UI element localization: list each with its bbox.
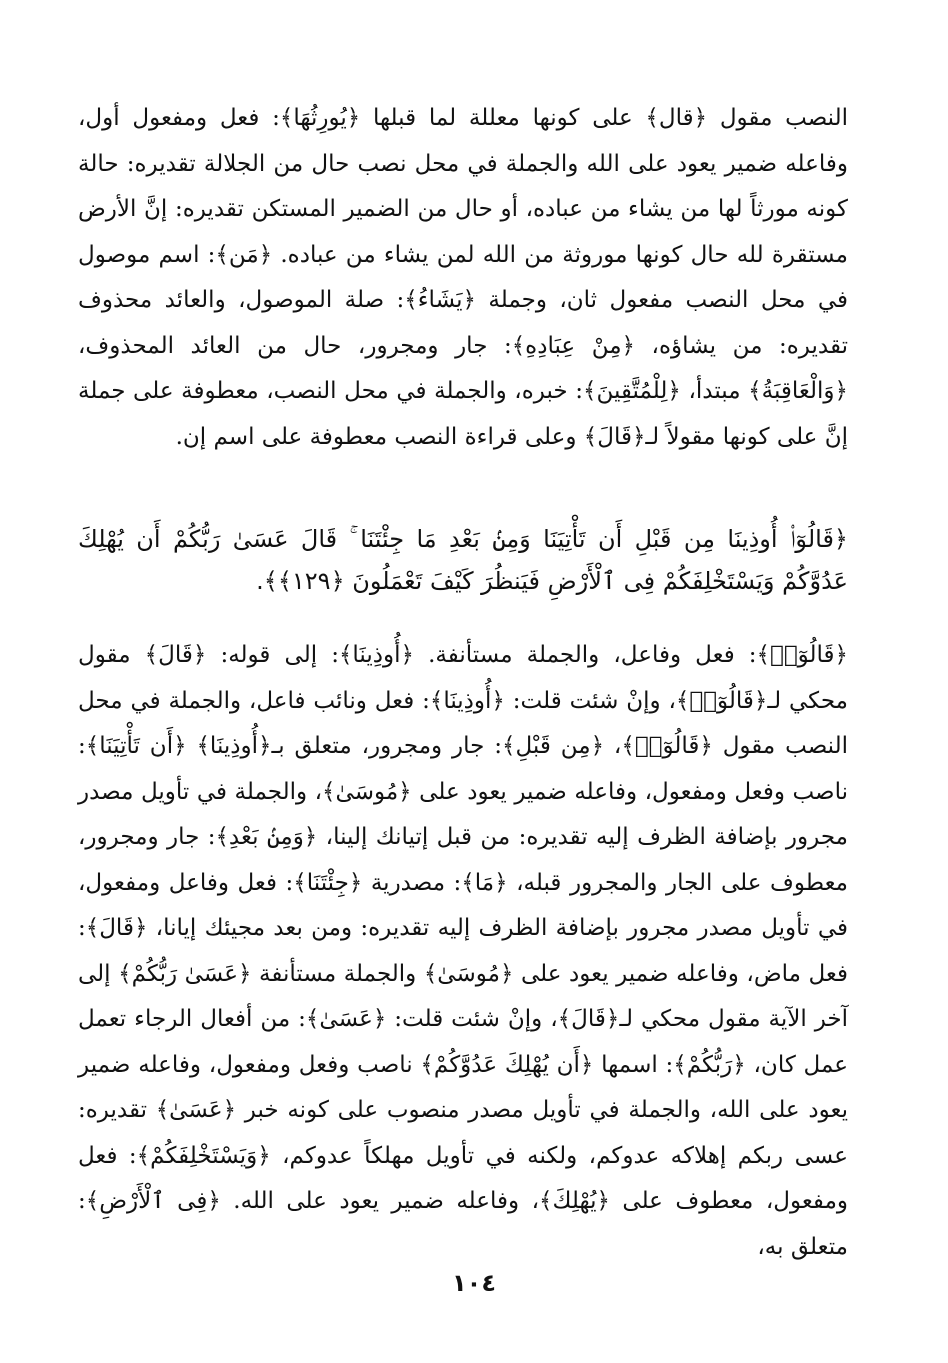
paragraph-2: ﴿قَالُوٓا۟﴾: فعل وفاعل، والجملة مستأنفة. ﴿أُوذِينَا﴾: إلى قوله: ﴿قَالَ﴾ مقول محكي لـ﴿قَالُوٓا۟﴾، وإنْ شئت قلت: ﴿أُوذِينَا﴾: فعل ونائب فاعل، والجملة في محل النصب مقول ﴿قَالُوٓا۟﴾، ﴿مِن قَبْلِ﴾: جار ومجرور، متعلق بـ﴿أُوذِينَا﴾ ﴿أَن تَأْتِيَنَا﴾: ناصب وفعل ومفعول، وفاعله ضمير يعود على ﴿مُوسَىٰ﴾، والجملة في تأويل مصدر مجرور بإضافة الظرف إليه تقديره: من قبل إتيانك إلينا، ﴿وَمِنۢ بَعْدِ﴾: جار ومجرور، معطوف على الجار والمجرور قبله، ﴿مَا﴾: مصدرية ﴿جِئْتَنَا﴾: فعل وفاعل ومفعول، في تأويل مصدر مجرور بإضافة الظرف إليه تقديره: ومن بعد مجيئك إيانا، ﴿قَالَ﴾: فعل ماض، وفاعله ضمير يعود على ﴿مُوسَىٰ﴾ والجملة مستأنفة ﴿عَسَىٰ رَبُّكُمْ﴾ إلى آخر الآية مقول محكي لـ﴿قَالَ﴾، وإنْ شئت قلت: ﴿عَسَىٰ﴾: من أفعال الرجاء تعمل عمل كان، ﴿رَبُّكُمْ﴾: اسمها ﴿أَن يُهْلِكَ عَدُوَّكُمْ﴾ ناصب وفعل ومفعول، وفاعله ضمير يعود على الله، والجملة في تأويل مصدر منصوب على كونه خبر ﴿عَسَىٰ﴾ تقديره: عسى ربكم إهلاكه عدوكم، ولكنه في تأويل مهلكاً عدوكم، ﴿وَيَسْتَخْلِفَكُمْ﴾: فعل ومفعول، معطوف على ﴿يُهْلِكَ﴾، وفاعله ضمير يعود على الله. ﴿فِى ٱلْأَرْضِ﴾: متعلق به،: [78, 642, 848, 1260]
page-number: ١٠٤: [452, 1269, 496, 1297]
paragraph-1: النصب مقول ﴿قال﴾ على كونها معللة لما قبلها ﴿يُورِثُهَا﴾: فعل ومفعول أول، وفاعله ضمير يعود على الله والجملة في محل نصب حال من الجلالة تقديره: حالة كونه مورثاً لها من يشاء من عباده، أو حال من الضمير المستكن تقديره: إنَّ الأرض مستقرة لله حال كونها موروثة من الله لمن يشاء من عباده. ﴿مَن﴾: اسم موصول في محل النصب مفعول ثان، وجملة ﴿يَشَاءُ﴾: صلة الموصول، والعائد محذوف تقديره: من يشاؤه، ﴿مِنْ عِبَادِهِ﴾: جار ومجرور، حال من العائد المحذوف، ﴿وَالْعَاقِبَةُ﴾ مبتدأ، ﴿لِلْمُتَّقِينَ﴾: خبره، والجملة في محل النصب، معطوفة على جملة إنَّ على كونها مقولاً لـ﴿قَالَ﴾ وعلى قراءة النصب معطوفة على اسم إن.: [78, 105, 848, 450]
quran-verse: ﴿قَالُوٓا۟ أُوذِينَا مِن قَبْلِ أَن تَأْتِيَنَا وَمِنۢ بَعْدِ مَا جِئْتَنَا ۚ قَالَ عَسَىٰ رَبُّكُمْ أَن يُهْلِكَ عَدُوَّكُمْ وَيَسْتَخْلِفَكُمْ فِى ٱلْأَرْضِ فَيَنظُرَ كَيْفَ تَعْمَلُونَ ﴿١٢٩﴾﴾.: [78, 525, 848, 595]
